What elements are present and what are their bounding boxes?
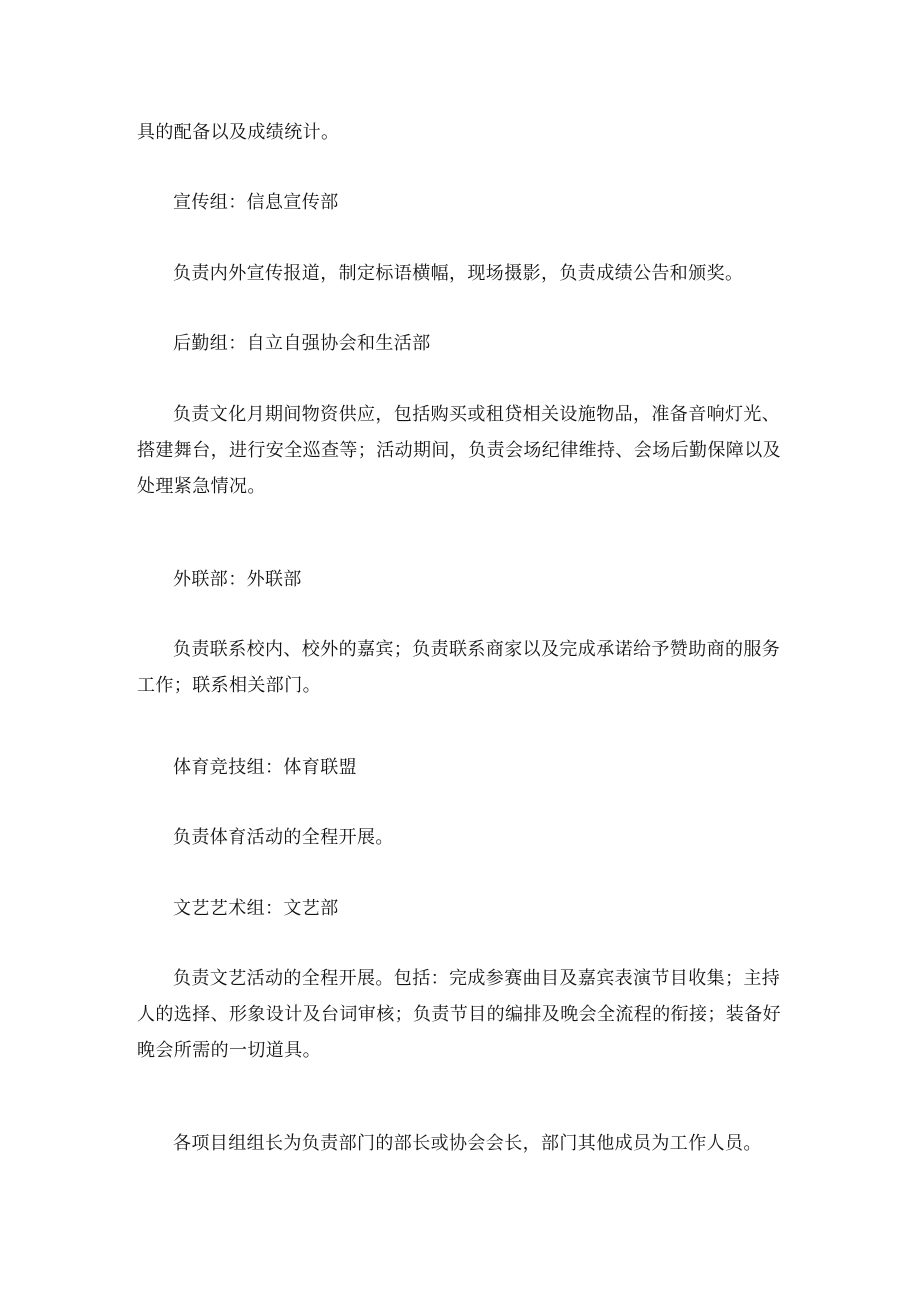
heading-sports-group: 体育竞技组：体育联盟 (173, 757, 357, 778)
paragraph-publicity-duties: 负责内外宣传报道，制定标语横幅，现场摄影，负责成绩公告和颁奖。 (173, 263, 744, 284)
paragraph-sports-duties: 负责体育活动的全程开展。 (173, 827, 394, 848)
paragraph-arts-duties: 负责文艺活动的全程开展。包括：完成参赛曲目及嘉宾表演节目收集；主持人的选择、形象设计及台词审核；负责节目的编排及晚会全流程的衔接；装备好晚会所需的一切道具。 (137, 968, 781, 1061)
paragraph-continuation: 具的配备以及成绩统计。 (137, 122, 340, 143)
heading-publicity-group: 宣传组：信息宣传部 (173, 192, 339, 213)
heading-external-relations: 外联部：外联部 (173, 569, 302, 590)
heading-arts-group: 文艺艺术组：文艺部 (173, 898, 339, 919)
paragraph-logistics-duties: 负责文化月期间物资供应，包括购买或租贷相关设施物品，准备音响灯光、搭建舞台，进行安全巡查等；活动期间，负责会场纪律维持、会场后勤保障以及处理紧急情况。 (137, 404, 781, 497)
paragraph-group-leaders: 各项目组组长为负责部门的部长或协会会长，部门其他成员为工作人员。 (173, 1133, 762, 1154)
heading-logistics-group: 后勤组：自立自强协会和生活部 (173, 333, 431, 354)
paragraph-external-duties: 负责联系校内、校外的嘉宾；负责联系商家以及完成承诺给予赞助商的服务工作；联系相关部门。 (137, 639, 781, 696)
